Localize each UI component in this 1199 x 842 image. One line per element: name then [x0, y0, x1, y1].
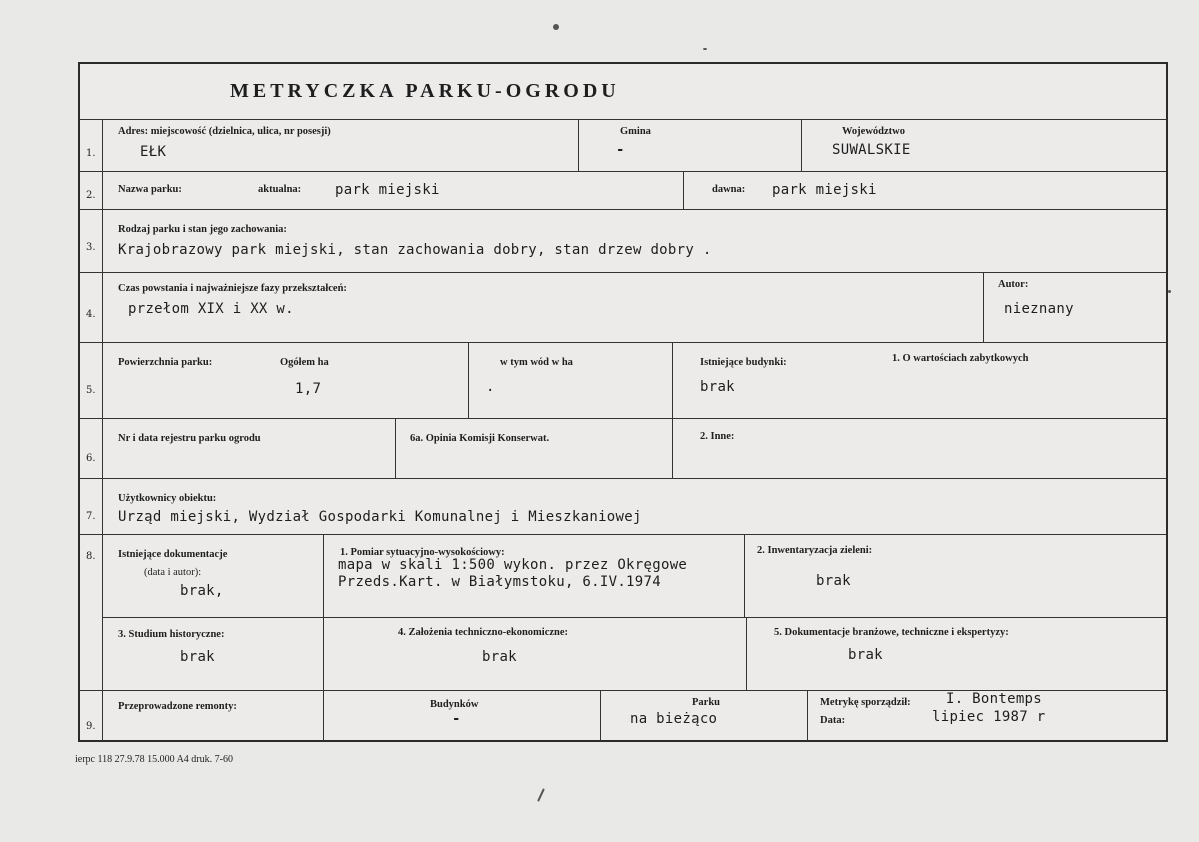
- row-users: [80, 478, 1166, 535]
- docs-sublabel: (data i autor):: [144, 567, 202, 578]
- row-number: 3.: [86, 242, 96, 253]
- repairs-label: Przeprowadzone remonty:: [118, 701, 237, 712]
- area-label: Powierzchnia parku:: [118, 357, 213, 368]
- park-type-value[interactable]: Krajobrazowy park miejski, stan zachowania dobry, stan drzew dobry .: [118, 242, 712, 258]
- current-name-value[interactable]: park miejski: [335, 182, 440, 198]
- author-value[interactable]: nieznany: [1004, 301, 1074, 317]
- docs-label: Istniejące dokumentacje: [118, 549, 228, 560]
- row-park-type: [80, 209, 1166, 273]
- former-name-value[interactable]: park miejski: [772, 182, 877, 198]
- wojewodztwo-label: Województwo: [842, 126, 905, 137]
- docs-value[interactable]: brak,: [180, 583, 224, 599]
- row-address: [80, 119, 1166, 172]
- repairs-buildings-value[interactable]: -: [452, 711, 461, 727]
- scan-speck: [537, 788, 545, 802]
- author-label: Autor:: [998, 279, 1029, 290]
- date-label: Data:: [820, 715, 846, 726]
- history-value[interactable]: przełom XIX i XX w.: [128, 301, 294, 317]
- scan-speck: [553, 24, 559, 30]
- heritage-value-label: 1. O wartościach zabytkowych: [892, 353, 1029, 364]
- tech-econ-value[interactable]: brak: [482, 649, 517, 665]
- former-name-label: dawna:: [712, 184, 746, 195]
- history-study-value[interactable]: brak: [180, 649, 215, 665]
- total-area-value[interactable]: 1,7: [295, 381, 322, 397]
- wojewodztwo-value[interactable]: SUWALSKIE: [832, 142, 911, 158]
- history-study-label: 3. Studium historyczne:: [118, 629, 225, 640]
- address-label: Adres: miejscowość (dzielnica, ulica, nr posesji): [118, 126, 331, 137]
- survey-label: 1. Pomiar sytuacyjno-wysokościowy:: [340, 547, 505, 558]
- repairs-buildings-label: Budynków: [430, 699, 479, 710]
- row-number: 6.: [86, 453, 96, 464]
- row-documentation: [80, 534, 1166, 691]
- row-number: 7.: [86, 511, 96, 522]
- current-name-label: aktualna:: [258, 184, 302, 195]
- park-record-form: [78, 62, 1168, 742]
- gmina-label: Gmina: [620, 126, 651, 137]
- form-title: METRYCZKA PARKU-OGRODU: [230, 80, 620, 102]
- total-area-label: Ogółem ha: [280, 357, 329, 368]
- row-number: 9.: [86, 721, 96, 732]
- row-number: 4.: [86, 309, 96, 320]
- row-history: [80, 272, 1166, 343]
- row-register: [80, 418, 1166, 479]
- repairs-park-value[interactable]: na bieżąco: [630, 711, 718, 727]
- branch-docs-label: 5. Dokumentacje branżowe, techniczne i ekspertyzy:: [774, 627, 1009, 638]
- row-number: 8.: [86, 551, 96, 562]
- print-info-footer: ierpc 118 27.9.78 15.000 A4 druk. 7-60: [75, 754, 233, 765]
- gmina-value[interactable]: -: [616, 142, 625, 158]
- opinion-label: 6a. Opinia Komisji Konserwat.: [410, 433, 550, 444]
- row-number: 1.: [86, 148, 96, 159]
- repairs-park-label: Parku: [692, 697, 721, 708]
- park-type-label: Rodzaj parku i stan jego zachowania:: [118, 224, 287, 235]
- scan-speck: [703, 48, 707, 50]
- prepared-by-label: Metrykę sporządził:: [820, 697, 911, 708]
- users-value[interactable]: Urząd miejski, Wydział Gospodarki Komunalnej i Mieszkaniowej: [118, 509, 642, 525]
- greenery-value[interactable]: brak: [816, 573, 851, 589]
- survey-value-line-2[interactable]: Przeds.Kart. w Białymstoku, 6.IV.1974: [338, 574, 661, 590]
- water-area-label: w tym wód w ha: [500, 357, 573, 368]
- tech-econ-label: 4. Założenia techniczno-ekonomiczne:: [398, 627, 569, 638]
- park-name-label: Nazwa parku:: [118, 184, 182, 195]
- branch-docs-value[interactable]: brak: [848, 647, 883, 663]
- history-label: Czas powstania i najważniejsze fazy przekształceń:: [118, 283, 347, 294]
- date-value[interactable]: lipiec 1987 r: [932, 709, 1046, 725]
- row-park-name: [80, 171, 1166, 210]
- buildings-label: Istniejące budynki:: [700, 357, 787, 368]
- other-label: 2. Inne:: [700, 431, 735, 442]
- users-label: Użytkownicy obiektu:: [118, 493, 217, 504]
- row-number: 2.: [86, 190, 96, 201]
- greenery-label: 2. Inwentaryzacja zieleni:: [757, 545, 873, 556]
- row-repairs: [80, 690, 1166, 741]
- water-area-value[interactable]: .: [486, 379, 495, 395]
- prepared-by-value[interactable]: I. Bontemps: [946, 691, 1043, 707]
- row-number: 5.: [86, 385, 96, 396]
- scan-speck: [1168, 290, 1171, 293]
- address-value[interactable]: EŁK: [140, 144, 167, 160]
- row-area: [80, 342, 1166, 419]
- buildings-value[interactable]: brak: [700, 379, 735, 395]
- register-label: Nr i data rejestru parku ogrodu: [118, 433, 261, 444]
- survey-value-line-1[interactable]: mapa w skali 1:500 wykon. przez Okręgowe: [338, 557, 688, 573]
